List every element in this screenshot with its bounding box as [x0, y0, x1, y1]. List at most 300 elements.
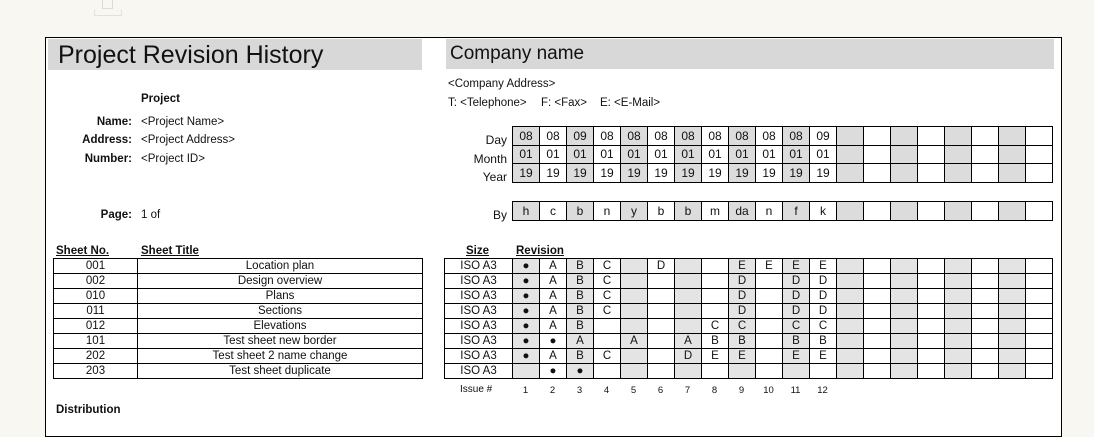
issue-number: 9: [738, 385, 745, 396]
revision-cell: [864, 304, 891, 319]
revision-cell: C: [702, 319, 729, 334]
revision-cell: B: [567, 304, 594, 319]
day-cell: 08: [621, 127, 648, 146]
revision-cell: [1026, 274, 1053, 289]
page-value: 1 of: [141, 209, 161, 221]
revision-cell: A: [567, 334, 594, 349]
by-cell: da: [729, 202, 756, 221]
sheet-list-table: [53, 258, 423, 379]
sheet-row: [54, 349, 423, 364]
revision-cell: B: [567, 274, 594, 289]
revision-cell: [837, 259, 864, 274]
sheet-title: Elevations: [138, 319, 423, 334]
by-cell: b: [675, 202, 702, 221]
revision-cell: [702, 364, 729, 379]
day-cell: 08: [702, 127, 729, 146]
revision-cell: [756, 304, 783, 319]
revision-cell: E: [783, 349, 810, 364]
sheet-row: [54, 304, 423, 319]
company-fax: F: <Fax>: [541, 97, 588, 109]
year-cell: [972, 164, 999, 183]
revision-cell: D: [729, 274, 756, 289]
revision-cell: [648, 319, 675, 334]
revision-table: [444, 258, 1053, 379]
year-label: Year: [482, 170, 507, 184]
month-cell: 01: [675, 145, 702, 164]
revision-cell: ●: [513, 259, 540, 274]
by-cell: [1026, 202, 1053, 221]
revision-sheet-page: [45, 37, 1062, 437]
revision-cell: [648, 274, 675, 289]
sheet-row: [54, 289, 423, 304]
year-cell: 19: [675, 164, 702, 183]
page-title: Project Revision History: [58, 41, 324, 69]
revision-cell: [675, 274, 702, 289]
revision-cell: E: [729, 349, 756, 364]
issue-number: 12: [817, 385, 828, 396]
revision-row: [445, 334, 1053, 349]
project-number-label: Number:: [84, 153, 132, 165]
sheet-number: 202: [54, 349, 138, 364]
revision-cell: [891, 364, 918, 379]
day-cell: [891, 127, 918, 146]
title-bar: [48, 39, 422, 70]
issue-number: 10: [763, 385, 774, 396]
revision-cell: ●: [567, 364, 594, 379]
sheet-number: 002: [54, 274, 138, 289]
company-name: Company name: [450, 43, 585, 64]
day-cell: 09: [810, 127, 837, 146]
revision-cell: [756, 274, 783, 289]
sheet-size: ISO A3: [445, 319, 513, 334]
day-cell: 08: [756, 127, 783, 146]
revision-cell: [972, 334, 999, 349]
revision-cell: [891, 319, 918, 334]
revision-cell: [675, 319, 702, 334]
revision-cell: [864, 319, 891, 334]
revision-cell: E: [810, 259, 837, 274]
revision-cell: [1026, 334, 1053, 349]
revision-row: [445, 274, 1053, 289]
day-cell: [1026, 127, 1053, 146]
revision-cell: B: [567, 289, 594, 304]
issue-number: 8: [711, 385, 718, 396]
revision-cell: B: [810, 334, 837, 349]
sheet-size: ISO A3: [445, 259, 513, 274]
year-cell: 19: [567, 164, 594, 183]
revision-cell: D: [810, 289, 837, 304]
revision-cell: [837, 319, 864, 334]
revision-cell: [972, 319, 999, 334]
revision-cell: [999, 259, 1026, 274]
revision-cell: [675, 259, 702, 274]
revision-cell: [945, 349, 972, 364]
sheet-title: Location plan: [138, 259, 423, 274]
revision-cell: [594, 319, 621, 334]
year-cell: 19: [540, 164, 567, 183]
issue-date-grid: [512, 126, 1053, 183]
by-cell: f: [783, 202, 810, 221]
issue-number: 11: [790, 385, 801, 396]
revision-cell: [783, 364, 810, 379]
issue-number: 1: [522, 385, 529, 396]
revision-cell: [945, 319, 972, 334]
size-header: Size: [466, 245, 490, 257]
revision-cell: [999, 334, 1026, 349]
month-cell: 01: [756, 145, 783, 164]
issue-number: 5: [630, 385, 637, 396]
sheet-title: Sections: [138, 304, 423, 319]
company-email: E: <E-Mail>: [600, 97, 661, 109]
revision-cell: [702, 259, 729, 274]
revision-cell: [891, 349, 918, 364]
revision-cell: A: [540, 274, 567, 289]
revision-cell: [918, 319, 945, 334]
revision-cell: [945, 274, 972, 289]
company-address: <Company Address>: [448, 78, 556, 90]
revision-cell: A: [675, 334, 702, 349]
year-cell: [864, 164, 891, 183]
by-label: By: [492, 208, 507, 222]
year-cell: 19: [702, 164, 729, 183]
revision-cell: [837, 289, 864, 304]
revision-cell: [621, 319, 648, 334]
distribution-heading: Distribution: [56, 404, 121, 416]
revision-cell: [837, 364, 864, 379]
issue-number-label: Issue #: [460, 384, 493, 395]
by-cell: [945, 202, 972, 221]
revision-cell: D: [729, 304, 756, 319]
month-cell: [864, 145, 891, 164]
issued-by-grid: [512, 201, 1053, 221]
revision-cell: A: [621, 334, 648, 349]
month-cell: 01: [783, 145, 810, 164]
sheet-row: [54, 274, 423, 289]
revision-cell: D: [810, 304, 837, 319]
revision-cell: ●: [513, 334, 540, 349]
revision-cell: [972, 364, 999, 379]
revision-header: Revision: [516, 245, 564, 257]
sheet-row: [54, 319, 423, 334]
day-cell: [918, 127, 945, 146]
day-cell: [999, 127, 1026, 146]
sheet-title: Test sheet new border: [138, 334, 423, 349]
day-cell: [837, 127, 864, 146]
company-telephone: T: <Telephone>: [448, 97, 527, 109]
sheet-title: Plans: [138, 289, 423, 304]
day-cell: 08: [594, 127, 621, 146]
year-cell: 19: [513, 164, 540, 183]
day-cell: 08: [540, 127, 567, 146]
revision-cell: A: [540, 259, 567, 274]
revision-cell: A: [540, 319, 567, 334]
issue-number: 3: [576, 385, 583, 396]
sheet-title-header: Sheet Title: [141, 245, 199, 257]
revision-cell: [837, 304, 864, 319]
revision-cell: A: [540, 289, 567, 304]
project-number-value: <Project ID>: [141, 153, 205, 165]
revision-cell: [513, 364, 540, 379]
revision-cell: [702, 274, 729, 289]
sheet-no-header: Sheet No.: [56, 245, 110, 257]
revision-cell: [999, 304, 1026, 319]
revision-cell: C: [594, 349, 621, 364]
revision-cell: B: [702, 334, 729, 349]
month-cell: [918, 145, 945, 164]
revision-cell: [918, 334, 945, 349]
sheet-size: ISO A3: [445, 274, 513, 289]
revision-cell: ●: [513, 289, 540, 304]
revision-cell: [594, 334, 621, 349]
month-label: Month: [473, 152, 507, 166]
revision-cell: B: [729, 334, 756, 349]
year-cell: [918, 164, 945, 183]
company-bar: [446, 39, 1054, 69]
revision-cell: [675, 289, 702, 304]
revision-cell: B: [783, 334, 810, 349]
year-cell: [999, 164, 1026, 183]
revision-cell: [945, 259, 972, 274]
revision-cell: ●: [513, 274, 540, 289]
issue-number: 6: [657, 385, 664, 396]
revision-cell: [864, 289, 891, 304]
page-label: Page:: [100, 209, 132, 221]
revision-cell: ●: [540, 364, 567, 379]
day-cell: 08: [675, 127, 702, 146]
sheet-row: [54, 364, 423, 379]
revision-cell: ●: [513, 304, 540, 319]
revision-cell: [945, 289, 972, 304]
by-cell: [837, 202, 864, 221]
by-cell: b: [648, 202, 675, 221]
revision-cell: [1026, 319, 1053, 334]
year-cell: 19: [621, 164, 648, 183]
year-cell: 19: [756, 164, 783, 183]
revision-cell: [675, 304, 702, 319]
revision-cell: [918, 349, 945, 364]
month-cell: 01: [702, 145, 729, 164]
revision-cell: [1026, 259, 1053, 274]
by-cell: n: [594, 202, 621, 221]
revision-cell: D: [783, 289, 810, 304]
revision-cell: [918, 274, 945, 289]
revision-cell: [702, 289, 729, 304]
revision-cell: [648, 334, 675, 349]
by-cell: b: [567, 202, 594, 221]
sheet-number: 010: [54, 289, 138, 304]
revision-cell: E: [810, 349, 837, 364]
revision-cell: ●: [513, 319, 540, 334]
year-cell: 19: [648, 164, 675, 183]
revision-cell: B: [567, 319, 594, 334]
revision-cell: [891, 259, 918, 274]
revision-cell: [918, 259, 945, 274]
year-cell: 19: [783, 164, 810, 183]
revision-cell: [1026, 304, 1053, 319]
revision-row: [445, 364, 1053, 379]
revision-cell: [756, 334, 783, 349]
revision-cell: E: [702, 349, 729, 364]
by-cell: [972, 202, 999, 221]
revision-cell: [891, 304, 918, 319]
revision-cell: [864, 259, 891, 274]
sheet-title: Test sheet duplicate: [138, 364, 423, 379]
month-row: [513, 145, 1053, 164]
revision-cell: D: [729, 289, 756, 304]
month-cell: [945, 145, 972, 164]
day-cell: 08: [513, 127, 540, 146]
revision-cell: D: [648, 259, 675, 274]
by-cell: y: [621, 202, 648, 221]
revision-cell: ●: [540, 334, 567, 349]
revision-cell: E: [783, 259, 810, 274]
revision-cell: C: [594, 289, 621, 304]
month-cell: 01: [540, 145, 567, 164]
day-cell: 09: [567, 127, 594, 146]
revision-cell: [756, 349, 783, 364]
year-row: [513, 164, 1053, 183]
revision-cell: [621, 364, 648, 379]
sheet-row: [54, 259, 423, 274]
revision-cell: A: [540, 304, 567, 319]
revision-cell: [864, 334, 891, 349]
sheet-size: ISO A3: [445, 364, 513, 379]
day-cell: 08: [783, 127, 810, 146]
sheet-number: 001: [54, 259, 138, 274]
year-cell: 19: [594, 164, 621, 183]
revision-cell: C: [783, 319, 810, 334]
day-cell: [972, 127, 999, 146]
revision-cell: E: [729, 259, 756, 274]
document-placeholder-icon: [94, 0, 124, 17]
day-cell: [864, 127, 891, 146]
by-cell: h: [513, 202, 540, 221]
revision-cell: [702, 304, 729, 319]
issue-number: 7: [684, 385, 691, 396]
revision-cell: [999, 319, 1026, 334]
revision-row: [445, 289, 1053, 304]
issue-number: 2: [549, 385, 556, 396]
month-cell: 01: [621, 145, 648, 164]
revision-cell: [999, 364, 1026, 379]
by-cell: [999, 202, 1026, 221]
revision-cell: [945, 334, 972, 349]
project-name-value: <Project Name>: [141, 116, 225, 128]
revision-row: [445, 304, 1053, 319]
revision-cell: D: [783, 304, 810, 319]
revision-cell: C: [729, 319, 756, 334]
revision-cell: [972, 349, 999, 364]
sheet-size: ISO A3: [445, 334, 513, 349]
project-address-value: <Project Address>: [141, 134, 235, 146]
by-cell: k: [810, 202, 837, 221]
sheet-size: ISO A3: [445, 289, 513, 304]
sheet-number: 012: [54, 319, 138, 334]
sheet-number: 011: [54, 304, 138, 319]
day-row: [513, 127, 1053, 146]
revision-cell: [756, 319, 783, 334]
month-cell: [1026, 145, 1053, 164]
revision-cell: D: [783, 274, 810, 289]
month-cell: 01: [594, 145, 621, 164]
revision-cell: B: [567, 349, 594, 364]
month-cell: [837, 145, 864, 164]
sheet-size: ISO A3: [445, 349, 513, 364]
revision-cell: ●: [513, 349, 540, 364]
revision-cell: [621, 259, 648, 274]
revision-cell: [891, 274, 918, 289]
sheet-number: 203: [54, 364, 138, 379]
revision-cell: [864, 364, 891, 379]
by-cell: [864, 202, 891, 221]
revision-cell: [621, 289, 648, 304]
sheet-number: 101: [54, 334, 138, 349]
revision-cell: [918, 289, 945, 304]
by-cell: [891, 202, 918, 221]
day-cell: 08: [729, 127, 756, 146]
month-cell: 01: [513, 145, 540, 164]
revision-cell: [999, 349, 1026, 364]
revision-cell: [756, 364, 783, 379]
revision-cell: [1026, 364, 1053, 379]
year-cell: [1026, 164, 1053, 183]
revision-cell: [675, 364, 702, 379]
revision-cell: [756, 289, 783, 304]
revision-cell: [918, 304, 945, 319]
by-cell: c: [540, 202, 567, 221]
revision-cell: [891, 334, 918, 349]
revision-cell: C: [810, 319, 837, 334]
revision-row: [445, 349, 1053, 364]
revision-cell: [864, 274, 891, 289]
revision-row: [445, 259, 1053, 274]
revision-cell: D: [810, 274, 837, 289]
revision-cell: [621, 274, 648, 289]
revision-cell: [999, 274, 1026, 289]
revision-cell: [945, 304, 972, 319]
revision-cell: [621, 349, 648, 364]
sheet-row: [54, 334, 423, 349]
revision-cell: [972, 304, 999, 319]
revision-row: [445, 319, 1053, 334]
month-cell: 01: [567, 145, 594, 164]
revision-cell: [972, 259, 999, 274]
month-cell: [891, 145, 918, 164]
revision-cell: [621, 304, 648, 319]
year-cell: [891, 164, 918, 183]
revision-cell: D: [675, 349, 702, 364]
project-heading: Project: [141, 93, 180, 105]
revision-cell: [837, 274, 864, 289]
revision-cell: [1026, 289, 1053, 304]
revision-cell: [729, 364, 756, 379]
sheet-title: Design overview: [138, 274, 423, 289]
revision-cell: [864, 349, 891, 364]
month-cell: 01: [810, 145, 837, 164]
revision-cell: E: [756, 259, 783, 274]
revision-cell: [891, 289, 918, 304]
project-address-label: Address:: [82, 134, 132, 146]
day-label: Day: [485, 133, 507, 147]
by-cell: [918, 202, 945, 221]
revision-cell: [837, 349, 864, 364]
sheet-size: ISO A3: [445, 304, 513, 319]
month-cell: [999, 145, 1026, 164]
revision-cell: [648, 349, 675, 364]
year-cell: 19: [810, 164, 837, 183]
revision-cell: [918, 364, 945, 379]
day-cell: 08: [648, 127, 675, 146]
